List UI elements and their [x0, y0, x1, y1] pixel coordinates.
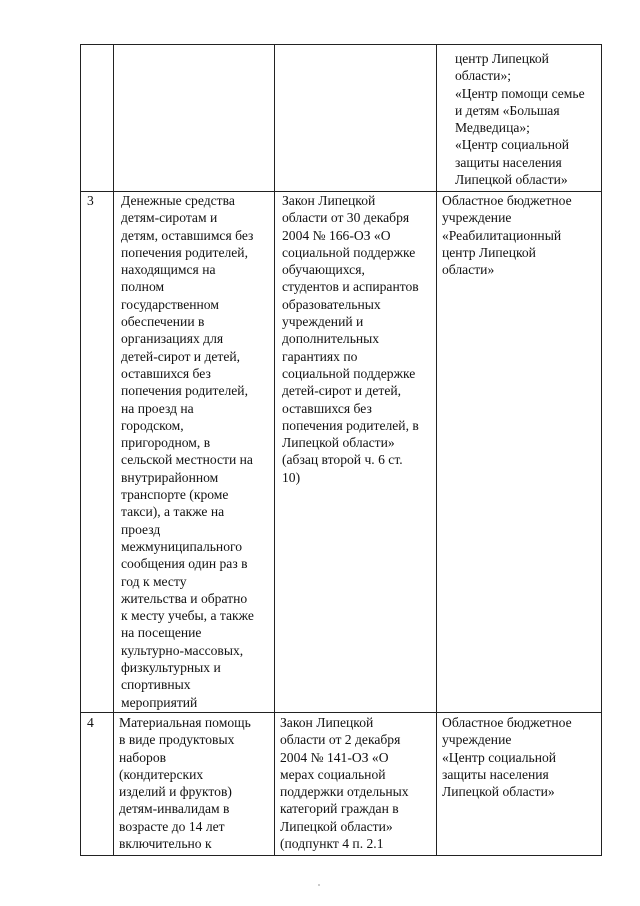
legal-basis — [275, 45, 437, 192]
legal-basis: Закон Липецкой области от 2 декабря 2004 № 141-ОЗ «О мерах социальной поддержки отдельных категорий граждан в Липецкой области» (подпункт 4 п. 2.1 — [275, 712, 437, 855]
row-number: 4 — [81, 712, 114, 855]
service-description — [114, 45, 275, 192]
service-description: Материальная помощь в виде продуктовых наборов (кондитерских изделий и фруктов) детям-инвалидам в возрасте до 14 лет включительно к — [114, 712, 275, 855]
row-number — [81, 45, 114, 192]
row-number: 3 — [81, 192, 114, 713]
responsible-institution: Областное бюджетное учреждение «Реабилитационный центр Липецкой области» — [437, 192, 602, 713]
responsible-institution: Областное бюджетное учреждение «Центр социальной защиты населения Липецкой области» — [437, 712, 602, 855]
table-row — [81, 192, 602, 713]
scan-speck — [318, 884, 320, 886]
table-row — [81, 45, 602, 192]
table-row — [81, 712, 602, 855]
services-table — [80, 44, 602, 856]
service-description: Денежные средства детям-сиротам и детям, оставшимся без попечения родителей, находящимся на полном государственном обеспечении в организациях для детей-сирот и детей, оставшихся без попечения родителей, на проезд на городском, пригородном, в сельской местности на внутрирайонном транспорте (кроме такси), а также на проезд межмуниципального сообщения один раз в год к месту жительства и обратно к месту учебы, а также на посещение культурно-массовых, физкультурных и спортивных мероприятий — [114, 192, 275, 713]
legal-basis: Закон Липецкой области от 30 декабря 2004 № 166-ОЗ «О социальной поддержке обучающихся, студентов и аспирантов образовательных учреждений и дополнительных гарантиях по социальной поддержке детей-сирот и детей, оставшихся без попечения родителей, в Липецкой области» (абзац второй ч. 6 ст. 10) — [275, 192, 437, 713]
responsible-institution: центр Липецкой области»; «Центр помощи семье и детям «Большая Медведица»; «Центр социальной защиты населения Липецкой области» — [437, 45, 602, 192]
